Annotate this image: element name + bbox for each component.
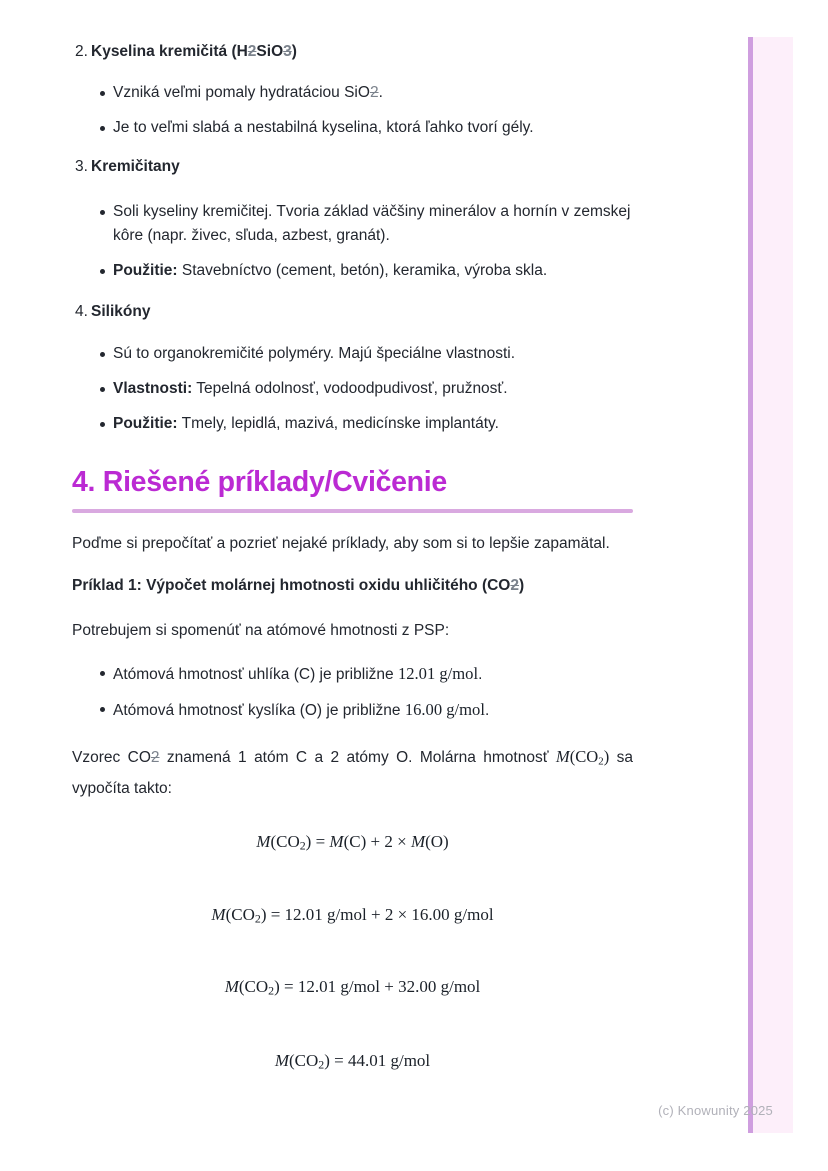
formula-line-1: $M(CO_2) = M(C) + 2 \times M(O)$ (256, 831, 449, 853)
bullet-list-silicates (72, 200, 633, 283)
page-edge-decoration (748, 37, 793, 1133)
copyright-footer: (c) Knowunity 2025 (658, 1103, 773, 1118)
document-content (72, 0, 633, 1077)
bullet-item: Vlastnosti: Tepelná odolnosť, vodoodpudivosť, pružnosť. (113, 377, 633, 401)
formula-line-4: $M(CO_2) = 44.01$ g/mol (274, 1050, 431, 1072)
next-page-preview (753, 37, 793, 1133)
formula-line-2: $M(CO_2) = 12.01$ g/mol + 2 × 16.00 g/mol (211, 905, 494, 927)
bullet-item: Atómová hmotnosť uhlíka (C) je približne 12.01 g/mol. (113, 662, 633, 687)
list-item-title: Silikóny (91, 303, 151, 320)
example-title: Príklad 1: Výpočet molárnej hmotnosti oxidu uhličitého (CO2) (72, 576, 525, 594)
list-item-silicic-acid (75, 40, 633, 64)
list-item-title: Kyselina kremičitá (H2SiO3) (91, 43, 297, 60)
bullet-item: Použitie: Tmely, lepidlá, mazivá, medicínske implantáty. (113, 412, 633, 436)
section-heading: 4. Riešené príklady/Cvičenie (72, 466, 447, 498)
example-lead-paragraph: Potrebujem si spomenúť na atómové hmotnosti z PSP: (72, 621, 450, 639)
list-item-number: 3. (75, 158, 88, 175)
bullet-item: Použitie: Stavebníctvo (cement, betón), keramika, výroba skla. (113, 259, 633, 283)
bullet-list-silicones (72, 342, 633, 436)
bullet-item: Atómová hmotnosť kyslíka (O) je približne 16.00 g/mol. (113, 698, 633, 723)
formula-line-3: $M(CO_2) = 12.01$ g/mol + 32.00 g/mol (224, 977, 481, 998)
list-item-title: Kremičitany (91, 158, 180, 175)
bullet-item: Sú to organokremičité polyméry. Majú špeciálne vlastnosti. (113, 342, 633, 366)
heading-underline (72, 509, 633, 513)
bullet-item: Je to veľmi slabá a nestabilná kyselina, ktorá ľahko tvorí gély. (113, 116, 633, 140)
bullet-list-silicic-acid (72, 81, 633, 140)
formula-explanation: Vzorec CO2 znamená 1 atóm C a 2 atómy O. Molárna hmotnosť $M(CO_2)$ sa vypočíta takto: (72, 746, 633, 797)
list-item-silicones (75, 300, 633, 324)
intro-paragraph: Poďme si prepočítať a pozrieť nejaké príklady, aby som si to lepšie zapamätal. (72, 534, 610, 552)
bullet-item: Vzniká veľmi pomaly hydratáciou SiO2. (113, 81, 633, 105)
atomic-mass-list (72, 662, 633, 723)
list-item-number: 4. (75, 303, 88, 320)
list-item-number: 2. (75, 43, 88, 60)
list-item-silicates (75, 155, 633, 179)
bullet-item: Soli kyseliny kremičitej. Tvoria základ väčšiny minerálov a hornín v zemskej kôre (napr. živec, sľuda, azbest, granát). (113, 200, 633, 248)
